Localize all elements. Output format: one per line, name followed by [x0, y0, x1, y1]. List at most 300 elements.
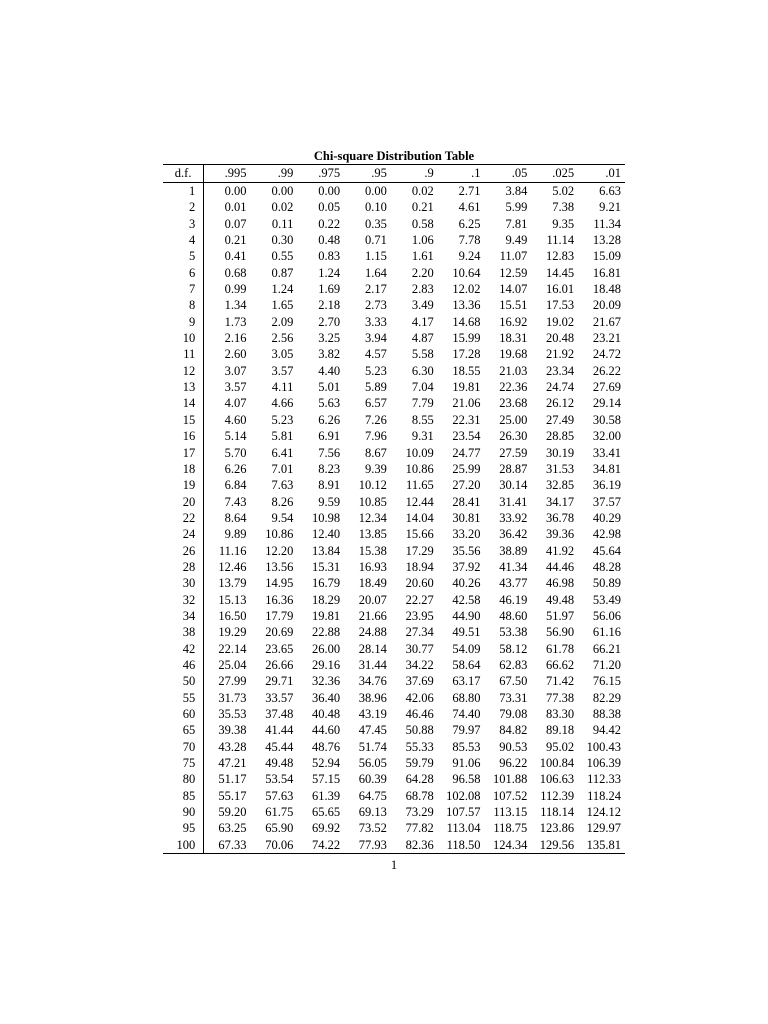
value-cell: 42.98: [592, 527, 621, 542]
value-cell: 42.06: [405, 690, 434, 705]
value-cell: 7.38: [552, 200, 575, 215]
value-cell: 3.57: [271, 363, 294, 378]
table-row: [163, 346, 625, 362]
value-cell: 35.53: [218, 707, 247, 721]
column-header-probability: .01: [605, 166, 621, 180]
df-cell: 55: [163, 690, 204, 706]
value-cell: 2.18: [318, 298, 341, 313]
value-cell: 27.69: [592, 380, 621, 395]
value-cell: 73.29: [405, 805, 434, 820]
df-cell: 4: [163, 232, 204, 248]
df-cell: 8: [163, 297, 204, 313]
table-row: [163, 216, 625, 232]
value-cell: 4.07: [224, 396, 247, 411]
value-cell: 83.30: [545, 707, 575, 721]
value-cell: 18.55: [452, 363, 481, 378]
value-cell: 3.84: [505, 184, 528, 198]
value-cell: 33.92: [499, 510, 528, 525]
value-cell: 71.20: [592, 657, 621, 672]
value-cell: 1.61: [411, 249, 434, 264]
table-row: [163, 232, 625, 248]
value-cell: 0.00: [224, 184, 247, 198]
value-cell: 14.45: [545, 265, 575, 280]
df-cell: 85: [163, 788, 204, 804]
value-cell: 28.87: [499, 461, 528, 476]
df-cell: 22: [163, 510, 204, 526]
table-row: [163, 199, 625, 215]
value-cell: 25.04: [218, 657, 247, 672]
value-cell: 24.88: [358, 625, 387, 640]
column-header-df: d.f.: [163, 165, 204, 183]
value-cell: 8.64: [224, 510, 247, 525]
value-cell: 12.46: [218, 559, 247, 574]
value-cell: 0.87: [271, 265, 294, 280]
value-cell: 54.09: [452, 641, 481, 656]
value-cell: 15.51: [499, 298, 528, 313]
df-cell: 18: [163, 461, 204, 477]
value-cell: 19.29: [218, 625, 247, 640]
value-cell: 19.68: [499, 347, 528, 362]
value-cell: 23.54: [452, 429, 481, 444]
table-row: [163, 575, 625, 591]
value-cell: 56.90: [545, 625, 575, 640]
table-title: Chi-square Distribution Table: [313, 149, 475, 163]
value-cell: 6.91: [318, 429, 341, 444]
value-cell: 52.94: [312, 756, 341, 771]
value-cell: 18.48: [592, 282, 621, 297]
value-cell: 112.39: [540, 788, 575, 803]
df-cell: 28: [163, 559, 204, 575]
value-cell: 56.05: [358, 756, 387, 771]
value-cell: 1.64: [365, 265, 387, 280]
value-cell: 65.90: [265, 821, 294, 836]
value-cell: 27.59: [499, 445, 528, 460]
value-cell: 14.95: [265, 576, 294, 591]
value-cell: 118.50: [446, 837, 481, 852]
value-cell: 57.15: [312, 772, 341, 787]
value-cell: 74.22: [312, 837, 341, 852]
value-cell: 40.26: [452, 576, 481, 591]
table-row: [163, 755, 625, 771]
value-cell: 28.41: [452, 494, 481, 509]
value-cell: 0.30: [271, 233, 294, 248]
value-cell: 19.81: [452, 380, 481, 395]
value-cell: 18.31: [499, 331, 528, 346]
value-cell: 16.81: [592, 265, 621, 280]
table-row: [163, 248, 625, 264]
value-cell: 0.68: [224, 265, 247, 280]
df-cell: 2: [163, 199, 204, 215]
value-cell: 8.26: [271, 494, 294, 509]
value-cell: 27.99: [218, 674, 247, 689]
value-cell: 20.69: [265, 625, 294, 640]
value-cell: 31.41: [499, 494, 528, 509]
value-cell: 38.96: [358, 690, 387, 705]
value-cell: 9.49: [505, 233, 528, 248]
value-cell: 39.36: [545, 527, 575, 542]
value-cell: 1.65: [271, 298, 294, 313]
column-header-probability: .1: [471, 166, 481, 180]
value-cell: 0.41: [224, 249, 247, 264]
value-cell: 102.08: [446, 788, 481, 803]
value-cell: 100.84: [539, 756, 575, 771]
value-cell: 24.72: [592, 347, 621, 362]
value-cell: 4.11: [271, 380, 294, 395]
df-cell: 42: [163, 641, 204, 657]
value-cell: 90.53: [499, 739, 528, 754]
value-cell: 0.11: [271, 216, 294, 231]
table-row: [163, 804, 625, 820]
value-cell: 8.55: [411, 412, 434, 427]
value-cell: 3.94: [365, 331, 387, 346]
table-row: [163, 543, 625, 559]
value-cell: 49.51: [452, 625, 481, 640]
value-cell: 5.81: [271, 429, 294, 444]
page-number: 1: [390, 858, 398, 872]
df-cell: 13: [163, 379, 204, 395]
value-cell: 63.17: [452, 674, 481, 689]
df-cell: 6: [163, 265, 204, 281]
value-cell: 3.07: [224, 363, 247, 378]
value-cell: 0.48: [318, 233, 341, 248]
column-header-probability: .9: [424, 166, 434, 180]
column-header-probability: .025: [552, 166, 575, 180]
table-row: [163, 330, 625, 346]
value-cell: 21.92: [545, 347, 575, 362]
table-row: [163, 379, 625, 395]
table-row: [163, 820, 625, 836]
value-cell: 106.39: [586, 756, 621, 771]
table-row: [163, 412, 625, 428]
value-cell: 20.07: [358, 592, 387, 607]
value-cell: 9.89: [224, 527, 247, 542]
value-cell: 20.48: [545, 331, 575, 346]
value-cell: 15.09: [592, 249, 621, 264]
value-cell: 69.92: [312, 821, 341, 836]
value-cell: 11.16: [218, 543, 247, 558]
value-cell: 0.35: [365, 216, 387, 231]
table-row: [163, 461, 625, 477]
value-cell: 42.58: [452, 592, 481, 607]
value-cell: 4.66: [271, 396, 294, 411]
value-cell: 0.00: [318, 184, 341, 198]
df-cell: 24: [163, 526, 204, 542]
value-cell: 5.02: [552, 184, 575, 198]
value-cell: 8.23: [318, 461, 341, 476]
value-cell: 118.24: [587, 788, 621, 803]
value-cell: 10.12: [358, 478, 387, 493]
value-cell: 37.92: [452, 559, 481, 574]
value-cell: 66.21: [592, 641, 621, 656]
value-cell: 9.21: [599, 200, 621, 215]
df-cell: 14: [163, 395, 204, 411]
value-cell: 20.60: [405, 576, 434, 591]
value-cell: 21.67: [592, 314, 621, 329]
table-row: [163, 739, 625, 755]
value-cell: 91.06: [452, 756, 481, 771]
value-cell: 19.81: [312, 608, 341, 623]
value-cell: 96.22: [499, 756, 528, 771]
value-cell: 0.55: [271, 249, 294, 264]
value-cell: 55.17: [218, 788, 247, 803]
column-header-probability: .05: [511, 166, 528, 180]
value-cell: 5.70: [224, 445, 247, 460]
value-cell: 16.93: [358, 559, 387, 574]
value-cell: 3.82: [318, 347, 341, 362]
value-cell: 2.71: [458, 184, 481, 198]
value-cell: 33.20: [452, 527, 481, 542]
df-cell: 15: [163, 412, 204, 428]
value-cell: 30.19: [545, 445, 575, 460]
value-cell: 6.26: [224, 461, 247, 476]
table-row: [163, 494, 625, 510]
value-cell: 62.83: [499, 657, 528, 672]
table-row: [163, 608, 625, 624]
value-cell: 16.50: [218, 608, 247, 623]
value-cell: 76.15: [592, 674, 621, 689]
value-cell: 31.73: [218, 690, 247, 705]
value-cell: 53.49: [592, 592, 621, 607]
value-cell: 16.01: [545, 282, 575, 297]
value-cell: 17.79: [265, 608, 294, 623]
value-cell: 21.66: [358, 608, 387, 623]
value-cell: 11.65: [406, 478, 434, 493]
table-row: [163, 526, 625, 542]
value-cell: 82.36: [405, 837, 434, 852]
value-cell: 23.21: [592, 331, 621, 346]
column-header-probability: .975: [318, 166, 341, 180]
table-row: [163, 690, 625, 706]
value-cell: 55.33: [405, 739, 434, 754]
value-cell: 22.88: [312, 625, 341, 640]
value-cell: 41.92: [545, 543, 575, 558]
value-cell: 18.94: [405, 559, 434, 574]
value-cell: 2.83: [411, 282, 434, 297]
value-cell: 30.14: [499, 478, 528, 493]
value-cell: 2.16: [224, 331, 247, 346]
value-cell: 3.05: [271, 347, 294, 362]
df-cell: 90: [163, 804, 204, 820]
value-cell: 29.16: [312, 657, 341, 672]
value-cell: 29.71: [265, 674, 294, 689]
value-cell: 15.13: [218, 592, 247, 607]
value-cell: 2.70: [318, 314, 341, 329]
value-cell: 74.40: [452, 707, 481, 721]
value-cell: 25.99: [452, 461, 481, 476]
value-cell: 5.01: [318, 380, 341, 395]
df-cell: 11: [163, 346, 204, 362]
value-cell: 1.15: [365, 249, 387, 264]
value-cell: 27.20: [452, 478, 481, 493]
value-cell: 36.19: [592, 478, 621, 493]
value-cell: 7.78: [458, 233, 481, 248]
value-cell: 10.09: [405, 445, 434, 460]
value-cell: 60.39: [358, 772, 387, 787]
value-cell: 95.02: [545, 739, 575, 754]
df-cell: 38: [163, 624, 204, 640]
value-cell: 51.74: [358, 739, 387, 754]
df-cell: 100: [163, 837, 204, 854]
value-cell: 107.57: [446, 805, 481, 820]
value-cell: 9.31: [411, 429, 434, 444]
df-cell: 34: [163, 608, 204, 624]
value-cell: 71.42: [545, 674, 575, 689]
value-cell: 7.96: [365, 429, 387, 444]
value-cell: 12.59: [499, 265, 528, 280]
value-cell: 39.38: [218, 723, 247, 738]
value-cell: 2.56: [271, 331, 294, 346]
value-cell: 82.29: [592, 690, 621, 705]
value-cell: 7.43: [224, 494, 247, 509]
value-cell: 40.29: [592, 510, 621, 525]
value-cell: 0.05: [318, 200, 341, 215]
df-cell: 95: [163, 820, 204, 836]
table-row: [163, 281, 625, 297]
df-cell: 26: [163, 543, 204, 559]
value-cell: 10.98: [312, 510, 341, 525]
value-cell: 34.22: [405, 657, 434, 672]
df-cell: 75: [163, 755, 204, 771]
table-row: [163, 673, 625, 689]
value-cell: 0.21: [224, 233, 247, 248]
value-cell: 100.43: [586, 739, 621, 754]
value-cell: 5.63: [318, 396, 341, 411]
value-cell: 15.31: [312, 559, 341, 574]
df-cell: 65: [163, 722, 204, 738]
table-row: [163, 657, 625, 673]
table-row: [163, 837, 625, 854]
value-cell: 14.07: [499, 282, 528, 297]
value-cell: 13.28: [592, 233, 621, 248]
value-cell: 11.34: [593, 216, 621, 231]
value-cell: 31.53: [545, 461, 575, 476]
value-cell: 58.12: [499, 641, 528, 656]
value-cell: 46.98: [545, 576, 575, 591]
value-cell: 1.06: [411, 233, 434, 248]
df-cell: 10: [163, 330, 204, 346]
value-cell: 73.52: [358, 821, 387, 836]
value-cell: 5.23: [271, 412, 294, 427]
value-cell: 46.46: [405, 707, 434, 721]
value-cell: 36.42: [499, 527, 528, 542]
value-cell: 17.29: [405, 543, 434, 558]
value-cell: 67.33: [218, 837, 247, 852]
value-cell: 129.56: [539, 837, 575, 852]
value-cell: 9.24: [458, 249, 481, 264]
value-cell: 94.42: [592, 723, 621, 738]
table-row: [163, 788, 625, 804]
value-cell: 38.89: [499, 543, 528, 558]
value-cell: 13.36: [452, 298, 481, 313]
table-row: [163, 592, 625, 608]
value-cell: 13.85: [358, 527, 387, 542]
value-cell: 77.93: [358, 837, 387, 852]
value-cell: 22.27: [405, 592, 434, 607]
value-cell: 32.00: [592, 429, 621, 444]
value-cell: 28.14: [358, 641, 387, 656]
value-cell: 37.69: [405, 674, 434, 689]
value-cell: 64.28: [405, 772, 434, 787]
value-cell: 47.45: [358, 723, 387, 738]
table-row: [163, 771, 625, 787]
value-cell: 5.23: [365, 363, 387, 378]
value-cell: 5.89: [365, 380, 387, 395]
value-cell: 56.06: [592, 608, 621, 623]
table-row: [163, 559, 625, 575]
value-cell: 70.06: [265, 837, 294, 852]
value-cell: 5.99: [505, 200, 528, 215]
value-cell: 43.19: [358, 707, 387, 721]
value-cell: 32.36: [312, 674, 341, 689]
value-cell: 101.88: [492, 772, 528, 787]
value-cell: 0.07: [224, 216, 247, 231]
df-cell: 12: [163, 363, 204, 379]
value-cell: 124.34: [492, 837, 528, 852]
value-cell: 19.02: [545, 314, 575, 329]
df-cell: 17: [163, 445, 204, 461]
value-cell: 41.34: [499, 559, 528, 574]
value-cell: 16.36: [265, 592, 294, 607]
value-cell: 6.57: [365, 396, 387, 411]
value-cell: 113.04: [446, 821, 481, 836]
value-cell: 43.77: [499, 576, 528, 591]
value-cell: 77.38: [545, 690, 575, 705]
value-cell: 13.84: [312, 543, 341, 558]
value-cell: 10.85: [358, 494, 387, 509]
value-cell: 5.58: [411, 347, 434, 362]
value-cell: 73.31: [499, 690, 528, 705]
value-cell: 45.44: [265, 739, 294, 754]
value-cell: 37.57: [592, 494, 621, 509]
value-cell: 3.49: [411, 298, 434, 313]
value-cell: 4.40: [318, 363, 341, 378]
df-cell: 1: [163, 183, 204, 200]
value-cell: 53.54: [265, 772, 294, 787]
value-cell: 34.76: [358, 674, 387, 689]
df-cell: 9: [163, 314, 204, 330]
value-cell: 43.28: [218, 739, 247, 754]
table-row: [163, 183, 625, 200]
df-cell: 19: [163, 477, 204, 493]
table-row: [163, 722, 625, 738]
value-cell: 1.73: [224, 314, 247, 329]
value-cell: 3.25: [318, 331, 341, 346]
value-cell: 0.02: [411, 184, 434, 198]
value-cell: 25.00: [499, 412, 528, 427]
value-cell: 22.36: [499, 380, 528, 395]
value-cell: 6.25: [458, 216, 481, 231]
value-cell: 2.09: [271, 314, 294, 329]
value-cell: 61.78: [545, 641, 575, 656]
value-cell: 61.39: [312, 788, 341, 803]
df-cell: 50: [163, 673, 204, 689]
value-cell: 23.68: [499, 396, 528, 411]
value-cell: 33.57: [265, 690, 294, 705]
value-cell: 24.74: [545, 380, 575, 395]
value-cell: 12.83: [545, 249, 575, 264]
value-cell: 9.59: [318, 494, 341, 509]
value-cell: 6.30: [411, 363, 434, 378]
value-cell: 8.91: [318, 478, 341, 493]
value-cell: 6.84: [224, 478, 247, 493]
value-cell: 84.82: [499, 723, 528, 738]
value-cell: 0.83: [318, 249, 341, 264]
value-cell: 68.80: [452, 690, 481, 705]
value-cell: 48.76: [312, 739, 341, 754]
value-cell: 13.56: [265, 559, 294, 574]
value-cell: 20.09: [592, 298, 621, 313]
value-cell: 27.34: [405, 625, 434, 640]
